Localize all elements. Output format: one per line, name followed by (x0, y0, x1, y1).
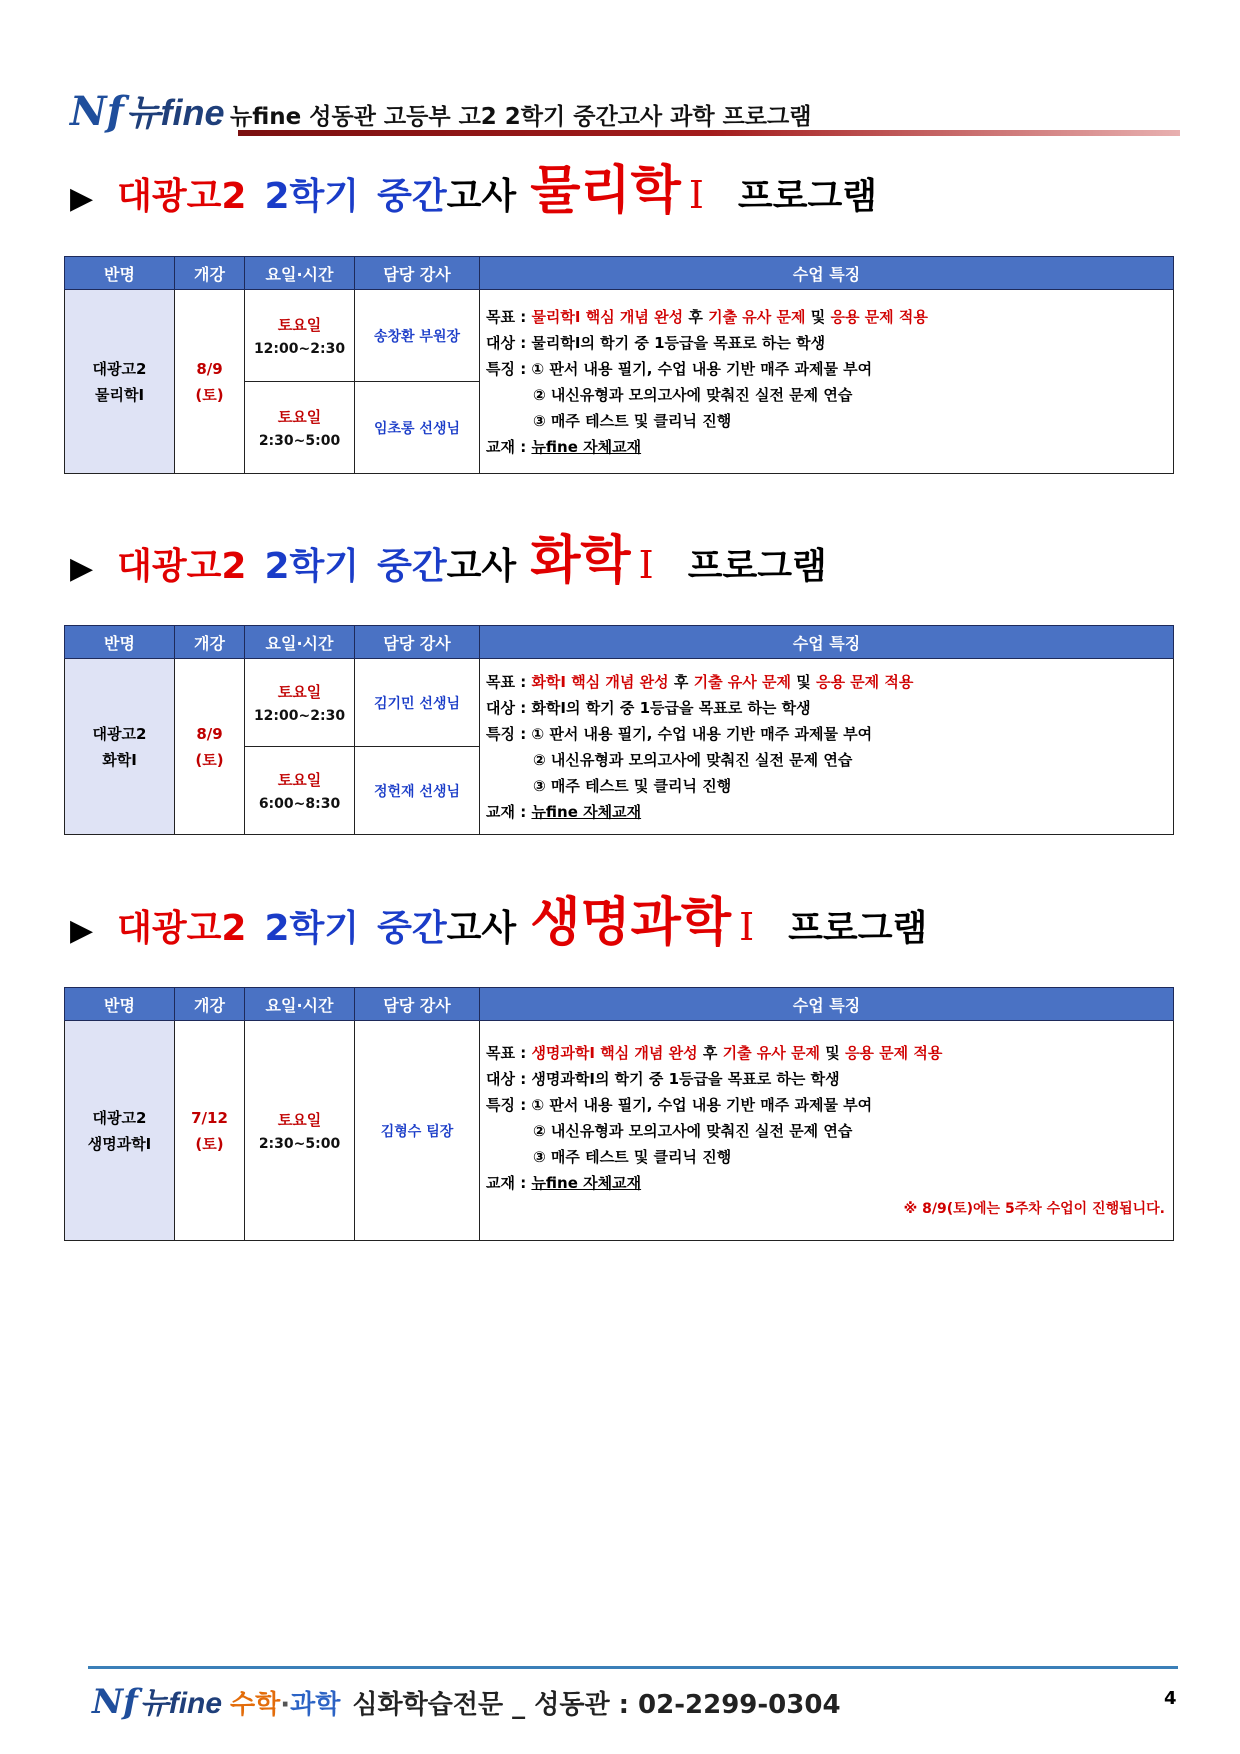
title-roman: Ⅰ (739, 905, 755, 949)
feature-line-2: ② 내신유형과 모의고사에 맞춰진 실전 문제 연습 (533, 750, 853, 769)
col-start: 개강 (175, 257, 245, 290)
title-program: 프로그램 (788, 908, 928, 949)
footer-divider (88, 1666, 1178, 1669)
footer-dot: · (280, 1690, 291, 1720)
col-schedule: 요일·시간 (245, 626, 355, 659)
slot-time: 2:30~5:00 (258, 1136, 341, 1152)
table-header-row (65, 257, 1174, 290)
program-table-physics (64, 256, 1174, 474)
title-subject: 생명과학 (530, 893, 732, 953)
textbook-name: 뉴fine 자체교재 (531, 802, 642, 821)
goal-part-4: 및 (796, 672, 811, 691)
goal-line (486, 669, 1167, 695)
teacher-cell: 정헌재 선생님 (355, 747, 480, 835)
col-schedule: 요일·시간 (245, 988, 355, 1021)
goal-part-1: 핵심 개념 완성 (600, 1043, 698, 1062)
goal-label: 목표 : (486, 1043, 527, 1062)
slot-time: 2:30~5:00 (258, 433, 341, 449)
textbook-label: 교재 : (486, 802, 527, 821)
goal-part-5: 응용 문제 적용 (844, 1043, 943, 1062)
textbook-label: 교재 : (486, 437, 527, 456)
program-table-chemistry (64, 625, 1174, 835)
col-teacher: 담당 강사 (355, 257, 480, 290)
title-term: 2학기 (264, 176, 360, 217)
slot-day: 토요일 (277, 771, 322, 789)
teacher-cell: 송창환 부원장 (355, 290, 480, 382)
schedule-cell (245, 290, 355, 382)
title-roman: Ⅰ (638, 543, 654, 587)
triangle-bullet-icon: ▶ (70, 551, 94, 586)
class-subject: 물리학Ⅰ (94, 385, 145, 404)
table-header-row (65, 626, 1174, 659)
features-cell (480, 290, 1174, 474)
schedule-cell (245, 659, 355, 747)
program-table-biology (64, 987, 1174, 1241)
start-date-cell (175, 659, 245, 835)
feature-line-3: ③ 매주 테스트 및 클리닉 진행 (533, 776, 732, 795)
slot-day: 토요일 (277, 408, 322, 426)
feature-line-1: 특징 : ① 판서 내용 필기, 수업 내용 기반 매주 과제물 부여 (486, 359, 873, 378)
goal-part-3: 기출 유사 문제 (708, 307, 806, 326)
schedule-cell (245, 1021, 355, 1241)
col-teacher: 담당 강사 (355, 626, 480, 659)
col-class: 반명 (65, 988, 175, 1021)
header-divider (238, 130, 1180, 136)
triangle-bullet-icon: ▶ (70, 913, 94, 948)
col-start: 개강 (175, 988, 245, 1021)
target-line: 대상 : 화학Ⅰ의 학기 중 1등급을 목표로 하는 학생 (486, 698, 811, 717)
target-line: 대상 : 물리학Ⅰ의 학기 중 1등급을 목표로 하는 학생 (486, 333, 826, 352)
goal-line (486, 304, 1167, 330)
start-day: (토) (195, 385, 224, 404)
title-term: 2학기 (264, 908, 360, 949)
slot-day: 토요일 (277, 316, 322, 334)
start-date-cell (175, 1021, 245, 1241)
title-school: 대광고2 (117, 546, 247, 587)
footer-science: 과학 (290, 1690, 341, 1720)
title-roman: Ⅰ (688, 173, 704, 217)
col-features: 수업 특징 (480, 626, 1174, 659)
section-title-physics (70, 148, 877, 223)
textbook-name: 뉴fine 자체교재 (531, 1173, 642, 1192)
goal-part-5: 응용 문제 적용 (830, 307, 928, 326)
slot-day: 토요일 (277, 1111, 322, 1129)
triangle-bullet-icon: ▶ (70, 181, 94, 216)
title-program: 프로그램 (687, 546, 827, 587)
schedule-cell (245, 747, 355, 835)
teacher-cell: 김기민 선생님 (355, 659, 480, 747)
goal-part-2: 후 (673, 672, 689, 691)
goal-label: 목표 : (486, 672, 527, 691)
goal-part-4: 및 (810, 307, 826, 326)
textbook-line (486, 1170, 1167, 1196)
feature-line-2: ② 내신유형과 모의고사에 맞춰진 실전 문제 연습 (533, 1121, 853, 1140)
footer-contact: 심화학습전문 _ 성동관 : 02-2299-0304 (352, 1690, 841, 1720)
start-day: (토) (195, 750, 224, 769)
page-header (70, 80, 1180, 140)
col-features: 수업 특징 (480, 257, 1174, 290)
textbook-line (486, 434, 1167, 460)
goal-part-5: 응용 문제 적용 (815, 672, 914, 691)
goal-part-2: 후 (702, 1043, 718, 1062)
textbook-label: 교재 : (486, 1173, 527, 1192)
title-exam-test: 고사 (446, 546, 517, 587)
target-line: 대상 : 생명과학Ⅰ의 학기 중 1등급을 목표로 하는 학생 (486, 1069, 840, 1088)
table-row (65, 290, 1174, 382)
slot-time: 6:00~8:30 (258, 796, 341, 812)
goal-subject: 화학Ⅰ (531, 672, 566, 691)
title-exam-test: 고사 (446, 908, 517, 949)
section-title-chemistry (70, 518, 827, 593)
table-row (65, 659, 1174, 747)
goal-subject: 물리학Ⅰ (531, 307, 581, 326)
title-exam-mid: 중간 (377, 546, 447, 587)
title-school: 대광고2 (117, 176, 247, 217)
col-start: 개강 (175, 626, 245, 659)
class-subject: 생명과학Ⅰ (87, 1134, 152, 1153)
table-row (65, 1021, 1174, 1241)
class-name-cell (65, 290, 175, 474)
page-footer (92, 1678, 841, 1722)
teacher-cell: 김형수 팀장 (355, 1021, 480, 1241)
title-school: 대광고2 (117, 908, 247, 949)
textbook-line (486, 799, 1167, 825)
title-program: 프로그램 (737, 176, 878, 217)
title-exam-mid: 중간 (377, 908, 447, 949)
col-schedule: 요일·시간 (245, 257, 355, 290)
title-exam-test: 고사 (446, 176, 517, 217)
features-cell (480, 659, 1174, 835)
slot-time: 12:00~2:30 (253, 341, 346, 357)
logo-mark: Nf (70, 88, 124, 135)
goal-subject: 생명과학Ⅰ (531, 1043, 595, 1062)
feature-line-1: 특징 : ① 판서 내용 필기, 수업 내용 기반 매주 과제물 부여 (486, 1095, 873, 1114)
logo-brand: 뉴fine (125, 92, 225, 133)
features-cell (480, 1021, 1174, 1241)
goal-part-1: 핵심 개념 완성 (585, 307, 684, 326)
col-class: 반명 (65, 257, 175, 290)
goal-part-2: 후 (688, 307, 703, 326)
title-subject: 물리학 (530, 161, 681, 221)
start-date-cell (175, 290, 245, 474)
col-teacher: 담당 강사 (355, 988, 480, 1021)
slot-day: 토요일 (277, 683, 322, 701)
schedule-note: ※ 8/9(토)에는 5주차 수업이 진행됩니다. (903, 1200, 1165, 1217)
feature-line-1: 특징 : ① 판서 내용 필기, 수업 내용 기반 매주 과제물 부여 (486, 724, 873, 743)
textbook-name: 뉴fine 자체교재 (531, 437, 642, 456)
feature-line-2: ② 내신유형과 모의고사에 맞춰진 실전 문제 연습 (533, 385, 853, 404)
class-name-cell (65, 1021, 175, 1241)
title-subject: 화학 (530, 531, 631, 591)
section-title-biology (70, 880, 927, 955)
goal-part-3: 기출 유사 문제 (693, 672, 791, 691)
footer-math: 수학 (230, 1690, 281, 1720)
goal-part-4: 및 (825, 1043, 840, 1062)
title-term: 2학기 (264, 546, 360, 587)
schedule-cell (245, 382, 355, 474)
col-features: 수업 특징 (480, 988, 1174, 1021)
teacher-cell: 임초롱 선생님 (355, 382, 480, 474)
page-title: 뉴fine 성동관 고등부 고2 2학기 중간고사 과학 프로그램 (230, 104, 812, 130)
footer-logo-mark: Nf (92, 1682, 138, 1722)
class-school: 대광고2 (92, 1108, 147, 1127)
feature-line-3: ③ 매주 테스트 및 클리닉 진행 (533, 1147, 732, 1166)
class-name-cell (65, 659, 175, 835)
feature-line-3: ③ 매주 테스트 및 클리닉 진행 (533, 411, 732, 430)
table-header-row (65, 988, 1174, 1021)
class-school: 대광고2 (92, 359, 147, 378)
slot-time: 12:00~2:30 (253, 708, 346, 724)
title-exam-mid: 중간 (377, 176, 447, 217)
class-school: 대광고2 (92, 724, 147, 743)
goal-label: 목표 : (486, 307, 527, 326)
goal-part-3: 기출 유사 문제 (722, 1043, 820, 1062)
class-subject: 화학Ⅰ (102, 750, 137, 769)
page-number: 4 (1164, 1688, 1177, 1709)
footer-logo-brand: 뉴fine (139, 1687, 223, 1720)
goal-line (486, 1040, 1167, 1066)
start-date: 8/9 (196, 724, 223, 743)
start-day: (토) (195, 1134, 224, 1153)
col-class: 반명 (65, 626, 175, 659)
start-date: 7/12 (191, 1108, 228, 1127)
goal-part-1: 핵심 개념 완성 (571, 672, 669, 691)
logo (70, 85, 225, 136)
start-date: 8/9 (196, 359, 223, 378)
